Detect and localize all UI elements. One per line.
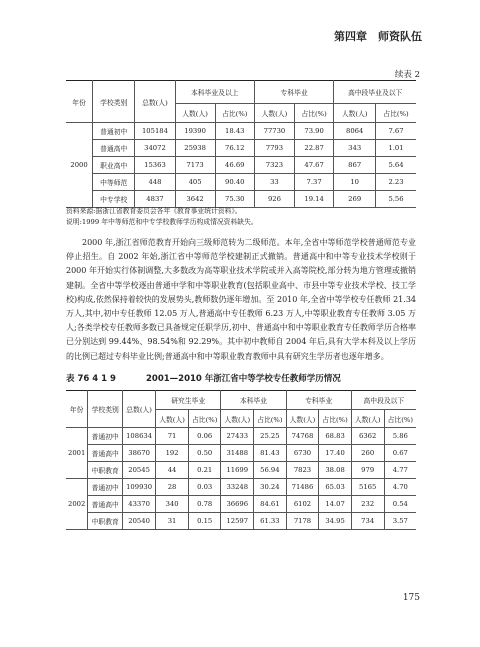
cell: 普通初中: [88, 428, 123, 445]
cell: 17.40: [319, 445, 351, 462]
body-paragraph: 2000 年,浙江省师范教育开始向三级师范转为二级师范。本年,全省中等师范学校普通师范专业停止招生。自 2002 年始,浙江省中等师范学校建制正式撤销。普通高中和中等专业技术学校则于 2000 年开始实行体制调整,大多数改为高等职业技术学院或并入高等院校,部分转为地方管理或撤销建制。全省中等学校逐由普通中学和中等职业教育(包括职业高中、市县中等专业技术学校、技工学校)构成,依然保持着较快的发展势头,教师数仍逐年增加。至 2010 年,全省中等学校专任教师 21.34 万人,其中,初中专任教师 12.05 万人,普通高中专任教师 6.23 万人,中等职业教育专任教师 3.05 万人;各类学校专任教师多数已具备规定任职学历,初中、普通高中和中等职业教育专任教师学历合格率已分别达到 99.44%、98.54%和 92.29%。其中初中教师自 2004 年后,具有大学本科及以上学历的比例已超过专科毕业比例;普通高中和中等职业教育教师中具有研究生学历者也逐年增多。: [66, 238, 416, 361]
table-explanation-note: 说明:1999 年中等师范和中专学校教师学历构成情况资料缺失。: [66, 218, 258, 226]
cell: 14.07: [319, 496, 351, 513]
cell: 90.40: [215, 174, 254, 191]
cell: 28: [156, 479, 189, 496]
cell: 1.01: [376, 140, 416, 157]
cell: 4837: [135, 191, 175, 208]
col-year: 年份: [66, 391, 88, 428]
cell: 105184: [135, 123, 175, 140]
col-year: 年份: [66, 81, 93, 123]
cell: 11699: [221, 462, 254, 479]
cell: 71486: [286, 479, 319, 496]
cell: 19.14: [294, 191, 333, 208]
table2-number: 表 76 4 1 9: [66, 374, 116, 384]
cell: 269: [334, 191, 376, 208]
col-count: 人数(人): [221, 410, 254, 428]
cell: 56.94: [254, 462, 286, 479]
cell: 343: [334, 140, 376, 157]
cell: 22.87: [294, 140, 333, 157]
cell: 0.06: [188, 428, 220, 445]
col-group-graduate: 研究生毕业: [156, 391, 221, 410]
table-row: [66, 123, 416, 140]
cell: 6730: [286, 445, 319, 462]
table-row: [66, 174, 416, 191]
cell: 0.15: [188, 513, 220, 530]
cell: 12597: [221, 513, 254, 530]
chapter-header: 第四章 师资队伍: [334, 30, 422, 43]
year-cell: 2001: [66, 428, 88, 479]
cell: 61.33: [254, 513, 286, 530]
col-pct: 占比(%): [254, 410, 286, 428]
cell: 5165: [351, 479, 384, 496]
table2-title: 2001—2010 年浙江省中等学校专任教师学历情况: [146, 374, 341, 384]
cell: 普通高中: [88, 445, 123, 462]
cell: 74768: [286, 428, 319, 445]
col-count: 人数(人): [334, 104, 376, 123]
cell: 340: [156, 496, 189, 513]
col-type: 学校类别: [88, 391, 123, 428]
table-row: [66, 157, 416, 174]
cell: 中职教育: [88, 462, 123, 479]
table-source-note: 资料来源:据浙江省教育委员会各年《教育事业统计资料》。: [66, 207, 242, 215]
col-pct: 占比(%): [294, 104, 333, 123]
cell: 71: [156, 428, 189, 445]
col-count: 人数(人): [156, 410, 189, 428]
cell: 普通高中: [93, 140, 135, 157]
cell: 27433: [221, 428, 254, 445]
cell: 108634: [123, 428, 156, 445]
cell: 109930: [123, 479, 156, 496]
teacher-qualification-table-2000: [66, 80, 416, 208]
table-row: [66, 428, 416, 445]
cell: 33248: [221, 479, 254, 496]
cell: 普通初中: [88, 479, 123, 496]
cell: 0.21: [188, 462, 220, 479]
cell: 19390: [175, 123, 215, 140]
cell: 7823: [286, 462, 319, 479]
cell: 867: [334, 157, 376, 174]
cell: 77730: [254, 123, 294, 140]
cell: 2.23: [376, 174, 416, 191]
cell: 76.12: [215, 140, 254, 157]
cell: 25.25: [254, 428, 286, 445]
year-cell: 2000: [66, 123, 93, 208]
col-total: 总数(人): [123, 391, 156, 428]
cell: 7.67: [376, 123, 416, 140]
cell: 普通高中: [88, 496, 123, 513]
cell: 职业高中: [93, 157, 135, 174]
cell: 3642: [175, 191, 215, 208]
cell: 15363: [135, 157, 175, 174]
col-count: 人数(人): [351, 410, 384, 428]
cell: 10: [334, 174, 376, 191]
cell: 3.57: [384, 513, 416, 530]
col-group-bachelor: 本科毕业及以上: [175, 81, 254, 104]
cell: 36696: [221, 496, 254, 513]
table-row: [66, 445, 416, 462]
cell: 4.70: [384, 479, 416, 496]
cell: 20540: [123, 513, 156, 530]
cell: 30.24: [254, 479, 286, 496]
col-group-highschool: 高中段及以下: [351, 391, 416, 410]
cell: 7173: [175, 157, 215, 174]
col-pct: 占比(%): [384, 410, 416, 428]
cell: 中专学校: [93, 191, 135, 208]
cell: 4.77: [384, 462, 416, 479]
cell: 192: [156, 445, 189, 462]
cell: 8064: [334, 123, 376, 140]
cell: 0.67: [384, 445, 416, 462]
cell: 979: [351, 462, 384, 479]
cell: 7323: [254, 157, 294, 174]
cell: 18.43: [215, 123, 254, 140]
cell: 7178: [286, 513, 319, 530]
cell: 68.83: [319, 428, 351, 445]
col-type: 学校类别: [93, 81, 135, 123]
cell: 43370: [123, 496, 156, 513]
cell: 中等师范: [93, 174, 135, 191]
cell: 926: [254, 191, 294, 208]
cell: 38.08: [319, 462, 351, 479]
cell: 5.56: [376, 191, 416, 208]
cell: 中职教育: [88, 513, 123, 530]
col-group-bachelor: 本科毕业: [221, 391, 286, 410]
col-pct: 占比(%): [215, 104, 254, 123]
col-group-college: 专科毕业: [254, 81, 333, 104]
col-pct: 占比(%): [188, 410, 220, 428]
cell: 81.43: [254, 445, 286, 462]
table-row: [66, 496, 416, 513]
table-row: [66, 462, 416, 479]
table-row: [66, 140, 416, 157]
cell: 34072: [135, 140, 175, 157]
cell: 46.69: [215, 157, 254, 174]
col-group-highschool: 高中段毕业及以下: [334, 81, 416, 104]
col-pct: 占比(%): [319, 410, 351, 428]
col-count: 人数(人): [175, 104, 215, 123]
cell: 75.30: [215, 191, 254, 208]
cell: 31488: [221, 445, 254, 462]
table-row: [66, 513, 416, 530]
cell: 65.03: [319, 479, 351, 496]
cell: 20545: [123, 462, 156, 479]
cell: 405: [175, 174, 215, 191]
cell: 260: [351, 445, 384, 462]
cell: 33: [254, 174, 294, 191]
cell: 0.78: [188, 496, 220, 513]
table-row: [66, 479, 416, 496]
cell: 34.95: [319, 513, 351, 530]
cell: 38670: [123, 445, 156, 462]
cell: 73.90: [294, 123, 333, 140]
cell: 7793: [254, 140, 294, 157]
col-count: 人数(人): [254, 104, 294, 123]
cell: 0.54: [384, 496, 416, 513]
cell: 6102: [286, 496, 319, 513]
col-pct: 占比(%): [376, 104, 416, 123]
table-row: [66, 191, 416, 208]
cell: 448: [135, 174, 175, 191]
cell: 5.64: [376, 157, 416, 174]
year-cell: 2002: [66, 479, 88, 530]
col-group-college: 专科毕业: [286, 391, 351, 410]
cell: 44: [156, 462, 189, 479]
cell: 734: [351, 513, 384, 530]
col-count: 人数(人): [286, 410, 319, 428]
cell: 0.03: [188, 479, 220, 496]
cell: 47.67: [294, 157, 333, 174]
teacher-qualification-table-2001-2002: [66, 390, 416, 530]
cell: 0.50: [188, 445, 220, 462]
cell: 普通初中: [93, 123, 135, 140]
cell: 6362: [351, 428, 384, 445]
cell: 7.37: [294, 174, 333, 191]
cell: 31: [156, 513, 189, 530]
page-number: 175: [402, 593, 420, 603]
table-continued-label: 续表 2: [394, 70, 420, 80]
cell: 232: [351, 496, 384, 513]
cell: 5.86: [384, 428, 416, 445]
cell: 84.61: [254, 496, 286, 513]
col-total: 总数(人): [135, 81, 175, 123]
cell: 25938: [175, 140, 215, 157]
